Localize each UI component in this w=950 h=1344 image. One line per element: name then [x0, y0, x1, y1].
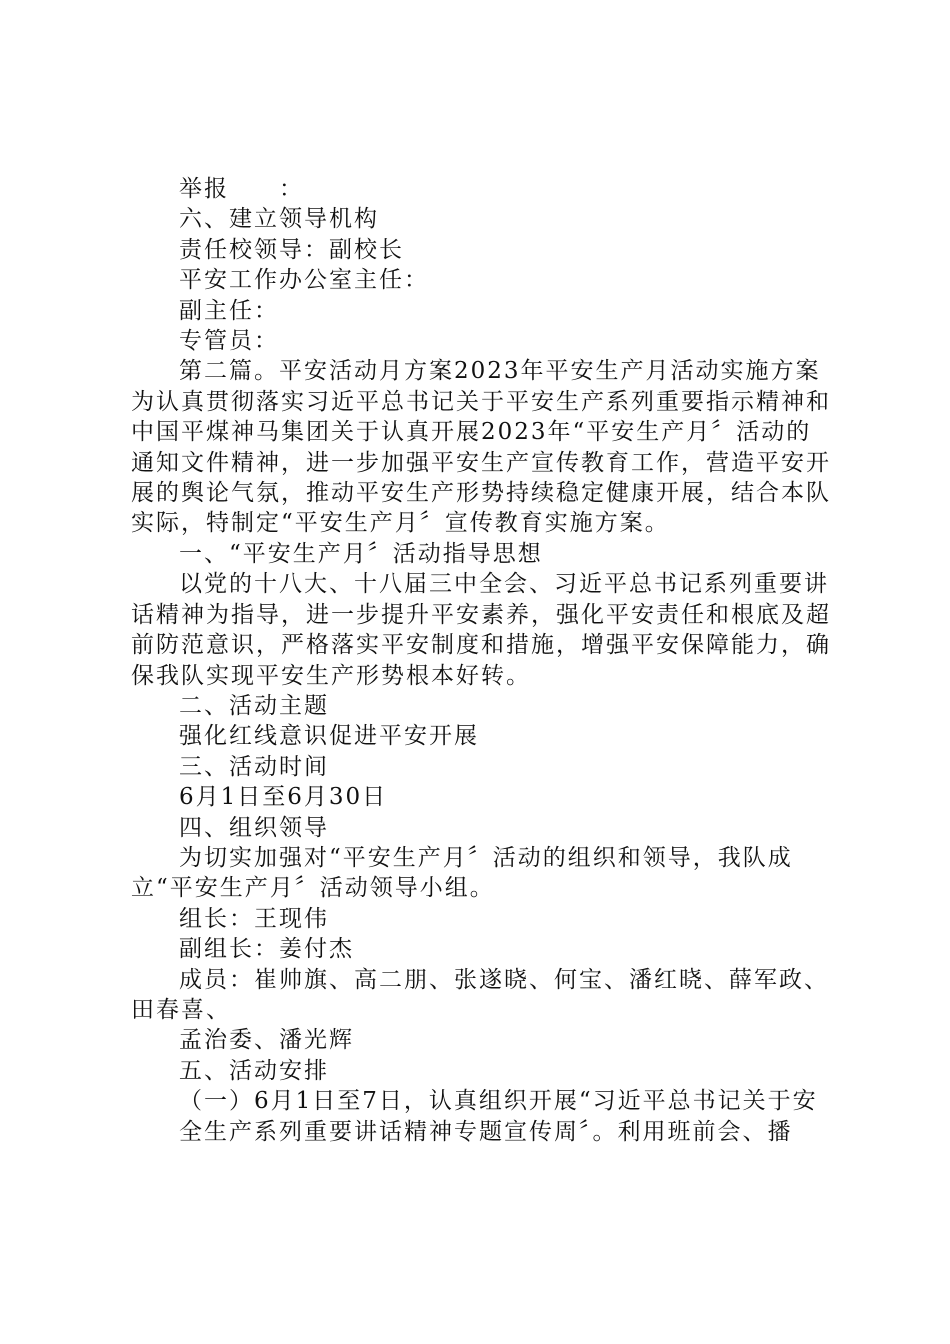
members-line-continued: 孟治委、潘光辉	[179, 1027, 354, 1054]
section-heading-time: 三、活动时间	[179, 753, 329, 780]
responsible-leader-line: 责任校领导：副校长	[179, 236, 404, 263]
arrangement-item-1-continued: 全生产系列重要讲话精神专题宣传周〞。利用班前会、播	[179, 1118, 793, 1145]
time-body: 6月1日至6月30日	[179, 784, 388, 811]
second-article-intro: 第二篇。平安活动月方案2023年平安生产月活动实施方案为认真贯彻落实习近平总书记关于平安生产系列重要指示精神和中国平煤神马集团关于认真开展2023年“平安生产月〞活动的通知文件精神，进一步加强平安生产宣传教育工作，营造平安开展的舆论气氛，推动平安生产形势持续稳定健康开展，结合本队实际，特制定“平安生产月〞宣传教育实施方案。	[131, 358, 831, 537]
guiding-thought-body: 以党的十八大、十八届三中全会、习近平总书记系列重要讲话精神为指导，进一步提升平安素养，强化平安责任和根底及超前防范意识，严格落实平安制度和措施，增强平安保障能力，确保我队实现平安生产形势根本好转。	[131, 571, 831, 689]
organization-body: 为切实加强对“平安生产月〞活动的组织和领导，我队成立“平安生产月〞活动领导小组。	[131, 844, 793, 902]
theme-body: 强化红线意识促进平安开展	[179, 723, 479, 750]
section-heading-guiding-thought: 一、“平安生产月〞活动指导思想	[179, 540, 543, 567]
specialist-line: 专管员：	[179, 328, 279, 355]
team-leader-line: 组长：王现伟	[179, 905, 329, 932]
arrangement-item-1: （一）6月1日至7日，认真组织开展“习近平总书记关于安	[179, 1088, 818, 1115]
section-heading-organization: 四、组织领导	[179, 814, 329, 841]
office-director-line: 平安工作办公室主任：	[179, 267, 429, 294]
deputy-team-leader-line: 副组长：姜付杰	[179, 936, 354, 963]
section-heading-arrangement: 五、活动安排	[179, 1057, 329, 1084]
members-line: 成员：崔帅旗、高二朋、张遂晓、何宝、潘红晓、薛军政、田春喜、	[131, 966, 829, 1023]
section-heading-leadership-org: 六、建立领导机构	[179, 206, 379, 233]
section-heading-theme: 二、活动主题	[179, 692, 329, 719]
document-body	[131, 174, 831, 1147]
deputy-director-line: 副主任：	[179, 297, 279, 324]
report-line: 举报 ：	[179, 176, 304, 202]
